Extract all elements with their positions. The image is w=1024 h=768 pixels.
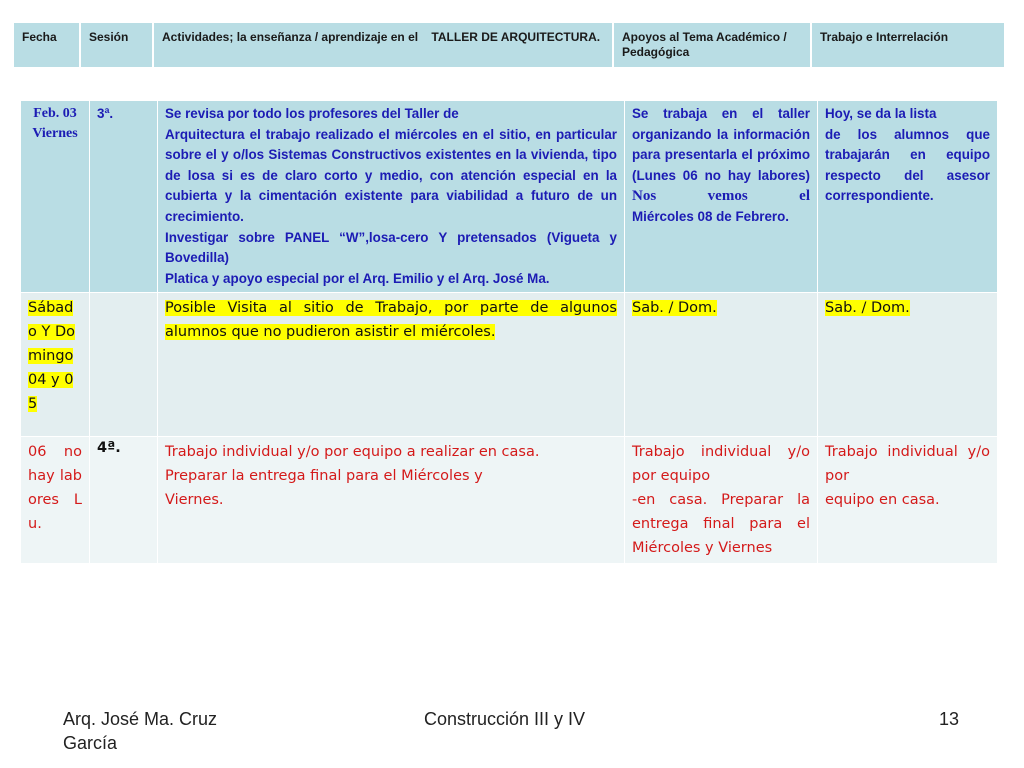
- cell-actividades: [158, 101, 625, 293]
- trabajo-text: Sab. / Dom.: [825, 300, 910, 317]
- apoyos-line-2: -en casa. Preparar la entrega final para el Miércoles y Viernes: [632, 492, 810, 557]
- trabajo-line-1: Hoy, se da la lista: [825, 106, 937, 121]
- footer-page-number: 13: [939, 709, 960, 729]
- apoyos-text: [632, 104, 810, 207]
- actividades-line-2: Arquitectura el trabajo realizado el miércoles en el sitio, en particular sobre el y o/los Sistemas Constructivos existentes en la vivienda, tipo de losa si es de claro corto y medio, con atención especial en la cubierta y la cimentación existente para viabilidad a futuro de un crecimiento.: [165, 126, 617, 224]
- cell-trabajo: [818, 293, 998, 437]
- actividades-line-1: Trabajo individual y/o por equipo a realizar en casa.: [165, 444, 540, 461]
- trabajo-line-2: de los alumnos que trabajarán en equipo respecto del asesor correspondiente.: [825, 126, 990, 204]
- apoyos-part-a: Se trabaja en el taller organizando la información para presentarla el próximo (Lunes 06 no hay labores): [632, 106, 810, 183]
- cell-trabajo: [818, 101, 998, 293]
- footer-author: Arq. José Ma. Cruz García: [63, 709, 218, 753]
- actividades-line-1: Se revisa por todo los profesores del Taller de: [165, 106, 459, 121]
- actividades-line-3: Investigar sobre PANEL “W”,losa-cero Y pretensados (Vigueta y Bovedilla): [165, 229, 617, 266]
- header-apoyos: Apoyos al Tema Académico / Pedagógica: [613, 22, 811, 68]
- header-fecha: Fecha: [13, 22, 80, 68]
- cell-trabajo: [818, 437, 998, 564]
- schedule-table: [20, 100, 998, 564]
- trabajo-line-1: Trabajo individual y/o por: [825, 444, 990, 485]
- footer-course: Construcción III y IV: [424, 709, 586, 729]
- cell-sesion: [90, 101, 158, 293]
- cell-actividades: [158, 437, 625, 564]
- header-actividades: Actividades; la enseñanza / aprendizaje en el TALLER DE ARQUITECTURA.: [153, 22, 613, 68]
- actividades-line-4: Platica y apoyo especial por el Arq. Emilio y el Arq. José Ma.: [165, 270, 550, 286]
- fecha-text: 06 no hay labores Lu.: [28, 444, 82, 533]
- sesion-text: 4ª.: [97, 440, 121, 457]
- cell-apoyos: [625, 437, 818, 564]
- cell-sesion: [90, 437, 158, 564]
- cell-fecha: [21, 293, 90, 437]
- table-row: [21, 437, 998, 564]
- actividades-text: Posible Visita al sitio de Trabajo, por parte de algunos alumnos que no pudieron asistir el miércoles.: [165, 300, 617, 341]
- trabajo-line-2: equipo en casa.: [825, 492, 940, 509]
- table-row: [21, 293, 998, 437]
- actividades-line-2: Preparar la entrega final para el Miércoles y: [165, 468, 483, 485]
- apoyos-line-1: Trabajo individual y/o por equipo: [632, 444, 810, 485]
- header-table: [12, 21, 1006, 69]
- table-row: [21, 101, 998, 293]
- sesion-text: 3ª.: [97, 106, 114, 121]
- apoyos-text: Sab. / Dom.: [632, 300, 717, 317]
- header-row: [13, 22, 1005, 68]
- cell-actividades: [158, 293, 625, 437]
- cell-fecha: [21, 437, 90, 564]
- fecha-text: Feb. 03 Viernes: [32, 106, 78, 141]
- apoyos-part-c: Miércoles 08 de Febrero.: [632, 208, 790, 224]
- cell-sesion: [90, 293, 158, 437]
- cell-apoyos: [625, 101, 818, 293]
- fecha-text: Sábado Y Domingo 04 y 05: [28, 300, 75, 413]
- cell-fecha: [21, 101, 90, 293]
- cell-apoyos: [625, 293, 818, 437]
- header-trabajo: Trabajo e Interrelación: [811, 22, 1005, 68]
- apoyos-part-b: Nos vemos el: [632, 188, 810, 205]
- actividades-line-3: Viernes.: [165, 492, 224, 509]
- header-sesion: Sesión: [80, 22, 153, 68]
